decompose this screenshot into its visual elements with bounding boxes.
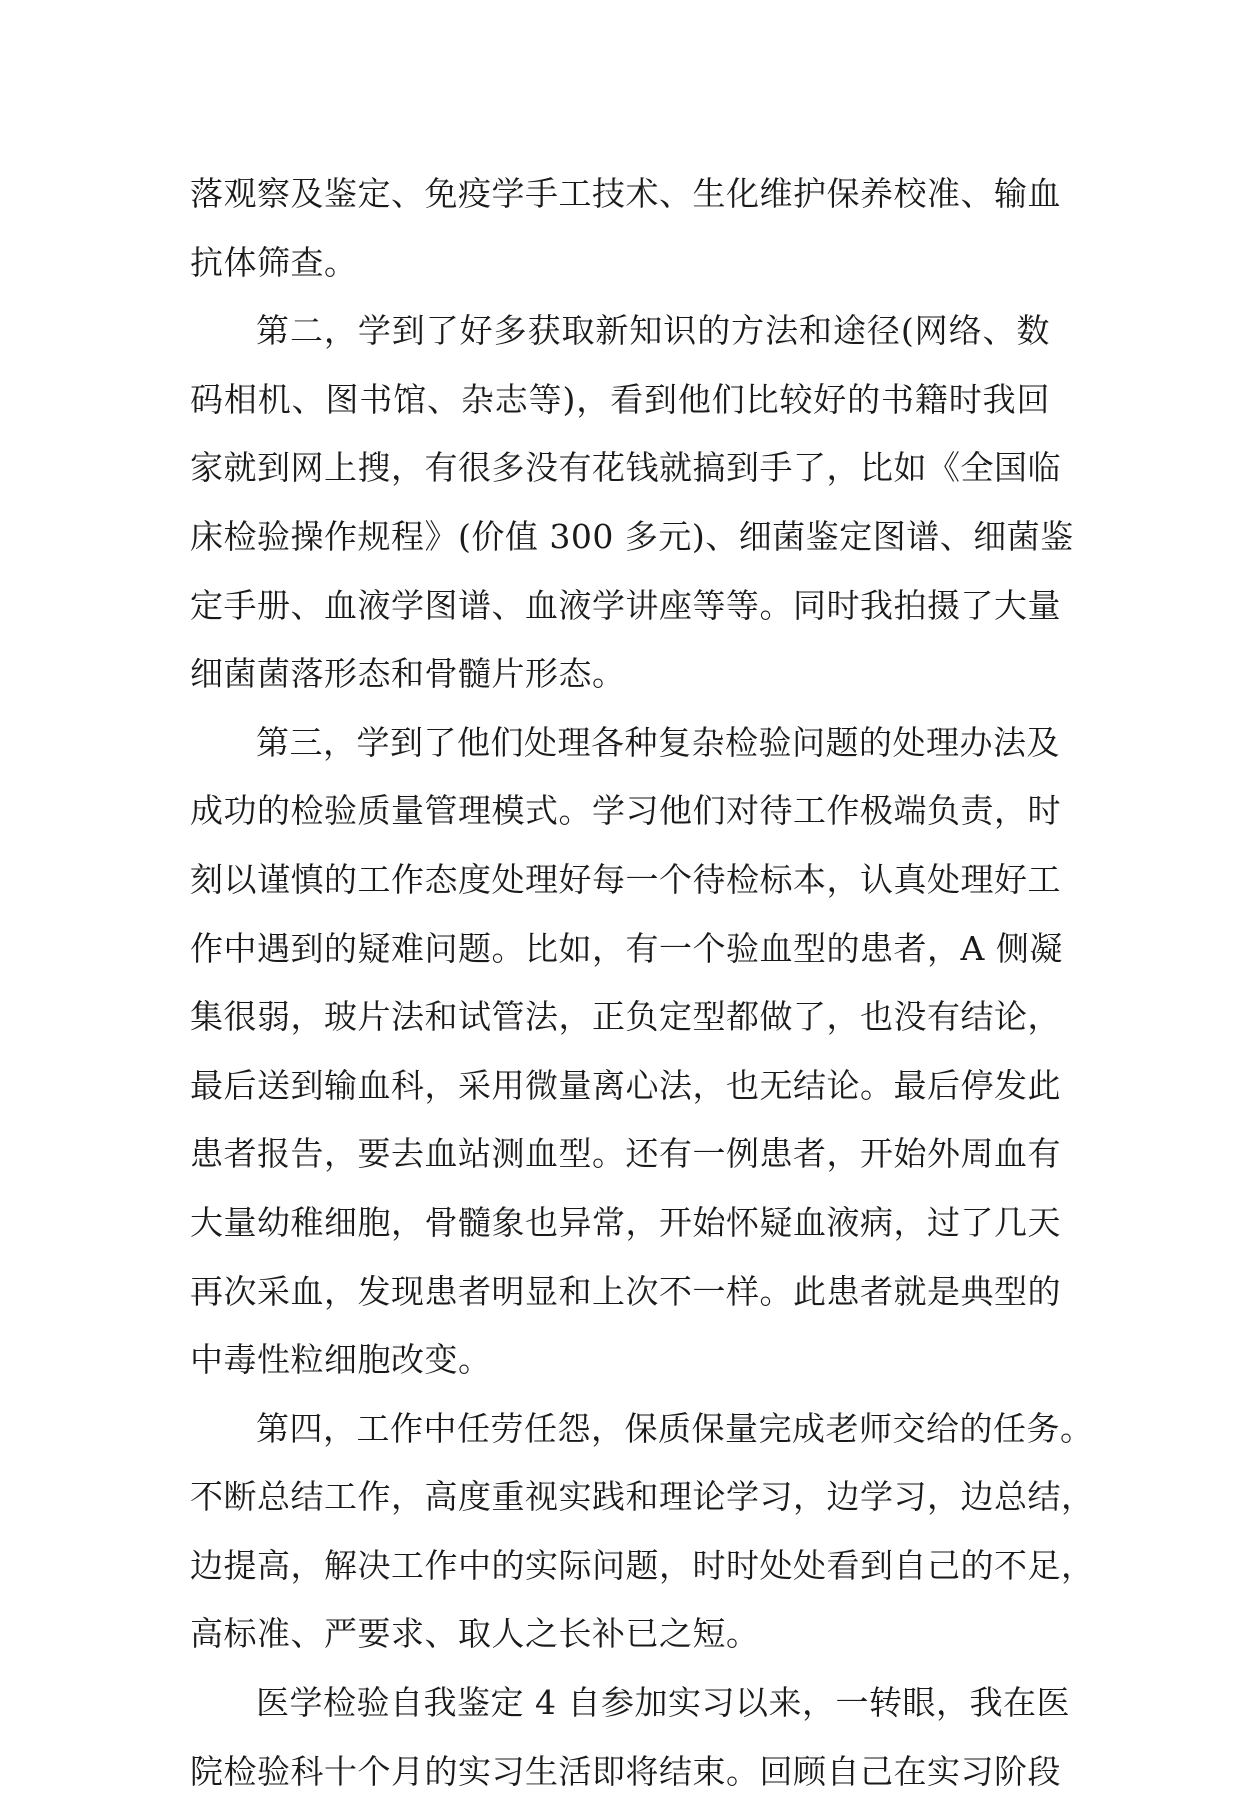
paragraph-start-line: 第三，学到了他们处理各种复杂检验问题的处理办法及 [256, 722, 1060, 762]
text-line: 高标准、严要求、取人之长补已之短。 [190, 1614, 760, 1654]
text-line: 最后送到输血科，采用微量离心法，也无结论。最后停发此 [190, 1065, 1061, 1105]
text-line: 码相机、图书馆、杂志等)，看到他们比较好的书籍时我回 [190, 379, 1050, 419]
document-body [190, 160, 1095, 1806]
text-line: 大量幼稚细胞，骨髓象也异常，开始怀疑血液病，过了几天 [190, 1202, 1061, 1242]
text-line: 定手册、血液学图谱、血液学讲座等等。同时我拍摄了大量 [190, 585, 1061, 625]
text-line: 集很弱，玻片法和试管法，正负定型都做了，也没有结论， [190, 997, 1061, 1037]
paragraph-start-line: 医学检验自我鉴定 4 自参加实习以来，一转眼，我在医 [256, 1683, 1070, 1723]
text-line: 刻以谨慎的工作态度处理好每一个待检标本，认真处理好工 [190, 859, 1061, 899]
text-line: 抗体筛查。 [190, 242, 358, 282]
text-line: 家就到网上搜，有很多没有花钱就搞到手了，比如《全国临 [190, 448, 1061, 488]
text-line: 院检验科十个月的实习生活即将结束。回顾自己在实习阶段 [190, 1751, 1061, 1791]
text-line: 再次采血，发现患者明显和上次不一样。此患者就是典型的 [190, 1271, 1061, 1311]
paragraph-start-line: 第二，学到了好多获取新知识的方法和途径(网络、数 [256, 311, 1050, 351]
text-line: 中毒性粒细胞改变。 [190, 1340, 492, 1380]
text-line: 边提高，解决工作中的实际问题，时时处处看到自己的不足， [190, 1545, 1095, 1585]
text-line: 落观察及鉴定、免疫学手工技术、生化维护保养校准、输血 [190, 174, 1061, 213]
text-line: 成功的检验质量管理模式。学习他们对待工作极端负责，时 [190, 791, 1061, 831]
text-line: 不断总结工作，高度重视实践和理论学习，边学习，边总结， [190, 1477, 1095, 1517]
text-line: 细菌菌落形态和骨髓片形态。 [190, 654, 626, 694]
text-line: 床检验操作规程》(价值 300 多元)、细菌鉴定图谱、细菌鉴 [190, 516, 1074, 556]
paragraph-start-line: 第四，工作中任劳任怨，保质保量完成老师交给的任务。 [256, 1408, 1094, 1448]
text-line: 患者报告，要去血站测血型。还有一例患者，开始外周血有 [190, 1134, 1061, 1174]
text-line: 作中遇到的疑难问题。比如，有一个验血型的患者，A 侧凝 [190, 928, 1063, 968]
